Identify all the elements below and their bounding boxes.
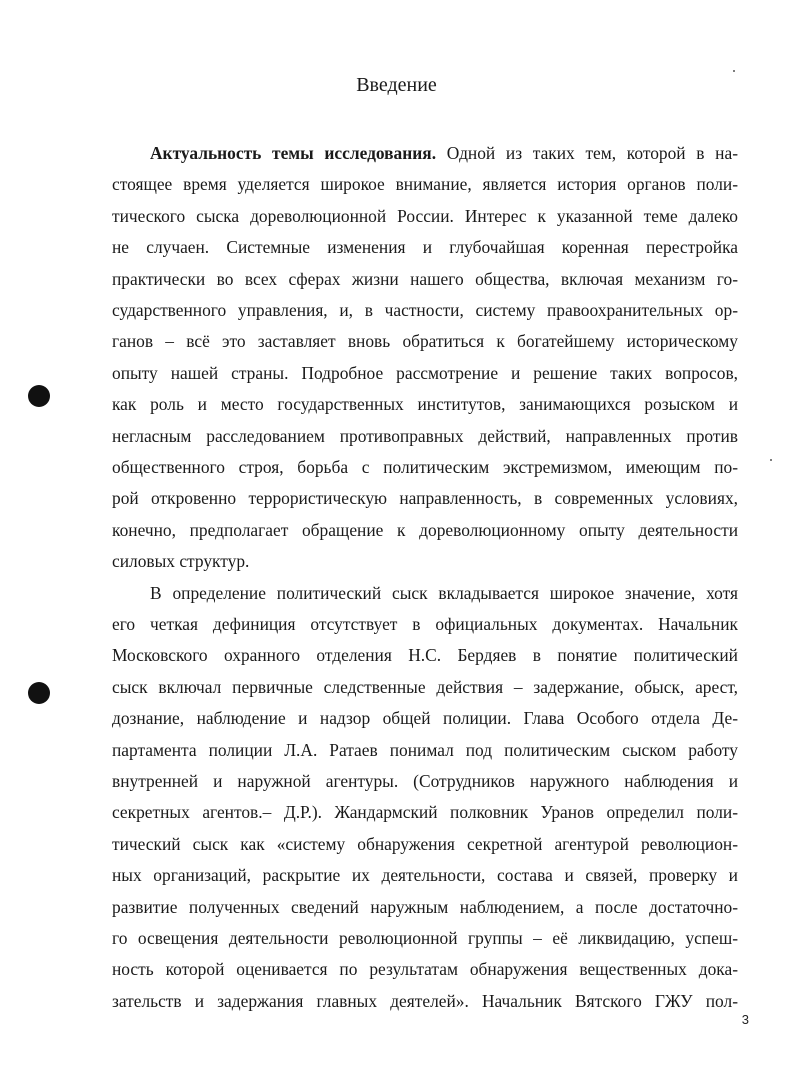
text-line: тический сыск как «систему обнаружения секретной агентурой революцион-	[112, 833, 738, 854]
punch-hole	[28, 385, 50, 407]
text-line: тического сыска дореволюционной России. Интерес к указанной теме далеко	[112, 205, 738, 226]
punch-hole	[28, 682, 50, 704]
text-line: негласным расследованием противоправных действий, направленных против	[112, 425, 738, 446]
text-line: сыск включал первичные следственные действия – задержание, обыск, арест,	[112, 676, 738, 697]
page-number: 3	[741, 1012, 749, 1027]
page-title: Введение	[356, 74, 437, 96]
text-line: как роль и место государственных институтов, занимающихся розыском и	[112, 394, 738, 415]
text-line: общественного строя, борьба с политическим экстремизмом, имеющим по-	[112, 457, 738, 477]
text-line	[112, 138, 738, 169]
text-line: опыту нашей страны. Подробное рассмотрение и решение таких вопросов,	[112, 362, 738, 383]
text-line: стоящее время уделяется широкое внимание, является история органов поли-	[112, 174, 738, 195]
scan-speck	[733, 70, 735, 72]
text-line: секретных агентов.– Д.Р.). Жандармский полковник Уранов определил поли-	[112, 802, 738, 823]
text-line: внутренней и наружной агентуры. (Сотрудников наружного наблюдения и	[112, 771, 738, 791]
text-line: дознание, наблюдение и надзор общей полиции. Глава Особого отдела Де-	[112, 708, 738, 729]
line-text: Одной из таких тем, которой в на-	[436, 143, 739, 163]
text-line: его четкая дефиниция отсутствует в официальных документах. Начальник	[112, 614, 738, 634]
lead-phrase: Актуальность темы исследования.	[150, 143, 437, 163]
text-line: развитие полученных сведений наружным наблюдением, а после достаточно-	[112, 896, 738, 917]
text-line: не случаен. Системные изменения и глубочайшая коренная перестройка	[112, 237, 738, 258]
text-line: конечно, предполагает обращение к дореволюционному опыту деятельности	[112, 519, 738, 540]
scan-speck	[770, 459, 772, 461]
text-line: В определение политический сыск вкладывается широкое значение, хотя	[150, 582, 738, 603]
text-line: ность которой оценивается по результатам обнаружения вещественных дока-	[112, 959, 738, 980]
text-line: партамента полиции Л.А. Ратаев понимал под политическим сыском работу	[112, 739, 738, 760]
text-line: ных организаций, раскрытие их деятельности, состава и связей, проверку и	[112, 865, 738, 886]
text-line: практически во всех сферах жизни нашего общества, включая механизм го-	[112, 268, 738, 289]
text-line: ганов – всё это заставляет вновь обратиться к богатейшему историческому	[112, 331, 738, 352]
text-line: рой откровенно террористическую направленность, в современных условиях,	[112, 488, 738, 509]
text-line: Московского охранного отделения Н.С. Бердяев в понятие политический	[112, 645, 738, 666]
text-line: сударственного управления, и, в частности, систему правоохранительных ор-	[112, 300, 738, 320]
text-line: зательств и задержания главных деятелей». Начальник Вятского ГЖУ пол-	[112, 990, 738, 1011]
text-line: силовых структур.	[112, 551, 250, 572]
text-line: го освещения деятельности революционной группы – её ликвидацию, успеш-	[112, 928, 738, 948]
